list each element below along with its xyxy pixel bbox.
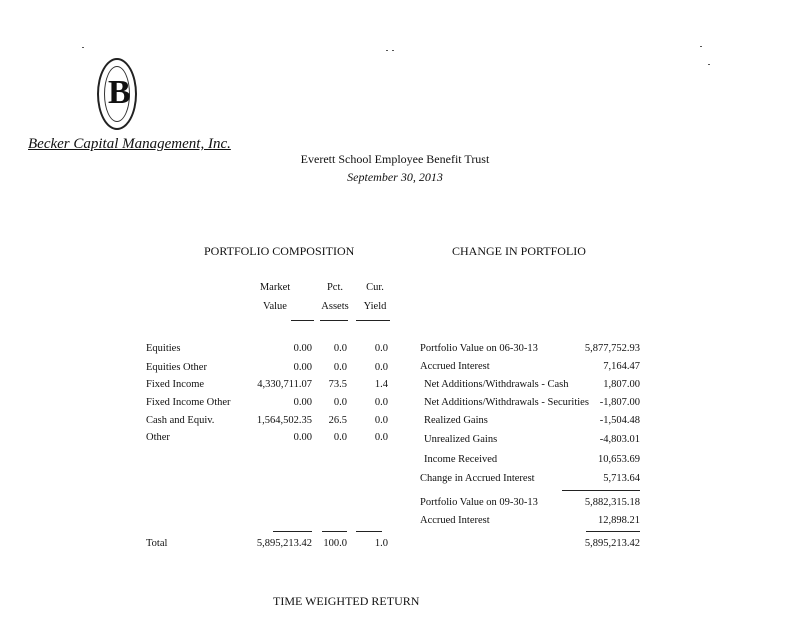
change-in-portfolio-heading: CHANGE IN PORTFOLIO — [452, 244, 586, 258]
composition-row-yield: 1.4 — [374, 379, 388, 390]
composition-row-yield: 0.0 — [374, 432, 388, 443]
composition-row-pct: 0.0 — [333, 432, 347, 443]
change-row-label: Income Received — [424, 454, 498, 465]
change-row-label: Net Additions/Withdrawals - Securities — [424, 397, 589, 408]
composition-row-pct: 0.0 — [333, 397, 347, 408]
total-pct: 100.0 — [323, 538, 347, 549]
header-underline — [356, 320, 390, 321]
pct-header-bottom: Assets — [321, 301, 349, 312]
composition-row-label: Other — [146, 432, 170, 443]
change-total-value: 5,895,213.42 — [584, 538, 640, 549]
pct-header-top: Pct. — [326, 282, 344, 293]
composition-row-pct: 73.5 — [328, 379, 347, 390]
change-row-value: 5,877,752.93 — [584, 343, 640, 354]
composition-row-yield: 0.0 — [374, 343, 388, 354]
composition-row-label: Fixed Income — [146, 379, 205, 390]
total-underline — [322, 531, 347, 532]
composition-row-label: Fixed Income Other — [146, 397, 231, 408]
composition-row-yield: 0.0 — [374, 397, 388, 408]
change-row-value: -1,504.48 — [599, 415, 640, 426]
total-label: Total — [146, 538, 168, 549]
scan-speck — [386, 50, 388, 51]
scan-speck — [82, 47, 84, 48]
total-underline — [356, 531, 382, 532]
change-row-value: 10,653.69 — [598, 454, 640, 465]
change-row-value: 7,164.47 — [603, 361, 640, 372]
report-date: September 30, 2013 — [347, 170, 443, 184]
company-name: Becker Capital Management, Inc. — [28, 136, 231, 152]
time-weighted-return-heading: TIME WEIGHTED RETURN — [273, 594, 420, 608]
change-row-label: Accrued Interest — [420, 361, 490, 372]
change-row-value: 12,898.21 — [598, 515, 640, 526]
composition-row-value: 0.00 — [293, 397, 312, 408]
report-title: Everett School Employee Benefit Trust — [300, 152, 490, 166]
composition-row-label: Equities Other — [146, 362, 207, 373]
change-row-label: Accrued Interest — [420, 515, 490, 526]
total-underline — [273, 531, 312, 532]
scan-speck — [392, 50, 394, 51]
composition-row-label: Equities — [146, 343, 181, 354]
composition-row-value: 4,330,711.07 — [257, 379, 312, 390]
composition-row-value: 0.00 — [293, 432, 312, 443]
change-row-label: Realized Gains — [424, 415, 488, 426]
scan-speck — [708, 64, 710, 65]
change-row-value: 5,882,315.18 — [584, 497, 640, 508]
composition-row-yield: 0.0 — [374, 362, 388, 373]
change-row-value: 5,713.64 — [603, 473, 640, 484]
market-header-top: Market — [259, 282, 291, 293]
composition-row-pct: 0.0 — [333, 362, 347, 373]
composition-row-label: Cash and Equiv. — [146, 415, 215, 426]
composition-row-pct: 0.0 — [333, 343, 347, 354]
yield-header-top: Cur. — [366, 282, 384, 293]
change-row-label: Unrealized Gains — [424, 434, 498, 445]
change-row-label: Change in Accrued Interest — [420, 473, 535, 484]
change-row-label: Portfolio Value on 09-30-13 — [420, 497, 538, 508]
change-row-value: -1,807.00 — [599, 397, 640, 408]
change-row-value: -4,803.01 — [599, 434, 640, 445]
composition-row-value: 1,564,502.35 — [256, 415, 312, 426]
change-row-label: Net Additions/Withdrawals - Cash — [424, 379, 569, 390]
composition-row-value: 0.00 — [293, 343, 312, 354]
composition-row-yield: 0.0 — [374, 415, 388, 426]
header-underline — [320, 320, 348, 321]
total-value: 5,895,213.42 — [256, 538, 312, 549]
change-row-value: 1,807.00 — [603, 379, 640, 390]
change-underline — [562, 490, 640, 491]
portfolio-composition-heading: PORTFOLIO COMPOSITION — [204, 244, 355, 258]
scan-speck — [700, 46, 702, 47]
header-underline — [291, 320, 314, 321]
market-header-bottom: Value — [263, 301, 287, 312]
yield-header-bottom: Yield — [363, 301, 387, 312]
logo-monogram: B — [108, 74, 131, 111]
composition-row-pct: 26.5 — [328, 415, 347, 426]
total-yield: 1.0 — [374, 538, 388, 549]
composition-row-value: 0.00 — [293, 362, 312, 373]
change-total-underline — [586, 531, 640, 532]
change-row-label: Portfolio Value on 06-30-13 — [420, 343, 538, 354]
